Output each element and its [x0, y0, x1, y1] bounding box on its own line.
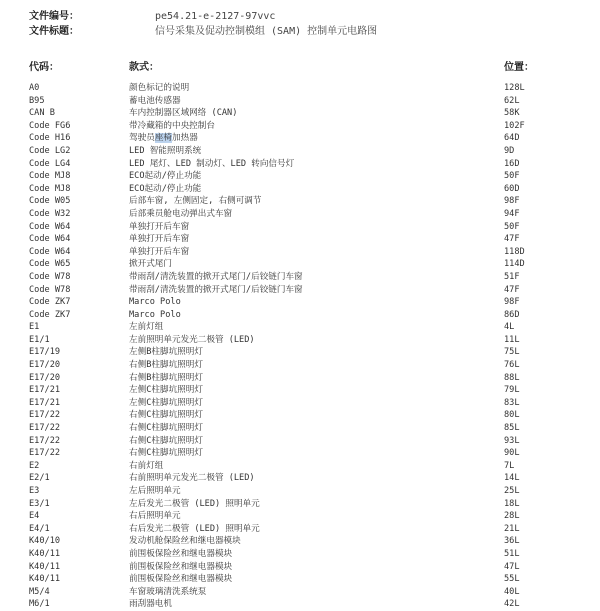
component-position: 47F [504, 284, 520, 295]
list-item [0, 422, 600, 435]
doc-title-line [29, 26, 377, 38]
component-code: E17/22 [29, 423, 61, 434]
component-position: 9D [504, 145, 515, 156]
component-position: 75L [504, 347, 520, 358]
component-code: A0 [29, 83, 40, 93]
list-item [0, 158, 600, 171]
component-position: 7L [504, 460, 515, 471]
component-description: 左后照明单元 [129, 486, 181, 496]
component-position: 80L [504, 410, 520, 421]
list-item [0, 460, 600, 473]
component-code: Code W78 [29, 271, 71, 282]
component-code: E17/20 [29, 372, 61, 383]
component-description: 右侧C柱脚坑照明灯 [129, 448, 203, 459]
list-item [0, 435, 600, 448]
list-item [0, 271, 600, 284]
list-item [0, 195, 600, 208]
component-position: 118D [504, 246, 525, 257]
component-code: CAN B [29, 108, 55, 119]
component-position: 58K [504, 108, 520, 119]
component-code: E17/22 [29, 448, 61, 459]
list-item [0, 372, 600, 385]
list-item [0, 321, 600, 334]
component-description: 驾驶员座椅加热器 [129, 133, 198, 144]
column-header-desc: 款式： [129, 62, 159, 73]
component-description: 单独打开后车窗 [129, 221, 190, 232]
component-description: 左侧C柱脚坑照明灯 [129, 385, 203, 396]
component-description: 带雨刮/清洗装置的掀开式尾门/后铰链门车窗 [129, 271, 303, 282]
doc-number-label: 文件编号： [29, 11, 79, 22]
component-code: Code FG6 [29, 120, 71, 131]
component-description: 右侧B柱脚坑照明灯 [129, 360, 203, 371]
column-header-position: 位置： [504, 62, 534, 73]
list-item [0, 561, 600, 574]
component-description: 车内控制器区域网络 (CAN) [129, 108, 238, 119]
component-position: 25L [504, 486, 520, 496]
component-code: B95 [29, 95, 45, 106]
component-code: E4 [29, 511, 40, 522]
list-item [0, 573, 600, 586]
component-description: 左后发光二极管 (LED) 照明单元 [129, 498, 260, 509]
component-description: 掀开式尾门 [129, 259, 172, 270]
component-description: 发动机舱保险丝和继电器模块 [129, 536, 241, 547]
component-description: Marco Polo [129, 297, 181, 308]
component-code: E17/21 [29, 385, 61, 396]
component-position: 90L [504, 448, 520, 459]
component-position: 88L [504, 372, 520, 383]
component-code: E1 [29, 322, 40, 333]
component-code: E17/21 [29, 397, 61, 408]
component-description: 右后照明单元 [129, 511, 181, 522]
list-item [0, 258, 600, 271]
component-code: E1/1 [29, 334, 50, 345]
component-code: K40/11 [29, 574, 61, 585]
component-position: 114D [504, 259, 525, 270]
component-description: 后部乘员舱电动弹出式车窗 [129, 208, 233, 219]
list-item [0, 523, 600, 536]
component-description: 左侧B柱脚坑照明灯 [129, 347, 203, 358]
component-code: E2/1 [29, 473, 50, 484]
component-code: E17/22 [29, 410, 61, 421]
component-description: 前围板保险丝和继电器模块 [129, 548, 233, 559]
list-item [0, 409, 600, 422]
component-description: 蓄电池传感器 [129, 95, 181, 106]
component-code: E4/1 [29, 523, 50, 534]
component-position: 42L [504, 599, 520, 610]
component-code: E17/19 [29, 347, 61, 358]
component-code: E3/1 [29, 498, 50, 509]
component-position: 86D [504, 309, 520, 320]
list-item [0, 183, 600, 196]
component-code: K40/11 [29, 561, 61, 572]
component-description: 颜色标记的说明 [129, 83, 190, 93]
list-item [0, 397, 600, 410]
list-item [0, 233, 600, 246]
list-item [0, 145, 600, 158]
component-position: 47F [504, 234, 520, 245]
component-position: 76L [504, 360, 520, 371]
list-item [0, 498, 600, 511]
component-code: Code MJ8 [29, 183, 71, 194]
component-description: 前围板保险丝和继电器模块 [129, 561, 233, 572]
doc-number-line [29, 11, 275, 23]
list-item [0, 120, 600, 133]
component-description: 单独打开后车窗 [129, 234, 190, 245]
component-description: 右侧C柱脚坑照明灯 [129, 435, 203, 446]
component-position: 64D [504, 133, 520, 144]
column-header-code: 代码： [29, 62, 59, 73]
component-code: K40/10 [29, 536, 61, 547]
component-position: 51F [504, 271, 520, 282]
component-code: Code LG4 [29, 158, 71, 169]
component-position: 47L [504, 561, 520, 572]
list-item [0, 384, 600, 397]
component-description: 左前照明单元发光二极管 (LED) [129, 334, 255, 345]
list-item [0, 535, 600, 548]
doc-title-label: 文件标题： [29, 26, 79, 37]
component-code: E17/22 [29, 435, 61, 446]
component-code: M5/4 [29, 586, 50, 597]
component-description: 右侧B柱脚坑照明灯 [129, 372, 203, 383]
component-code: Code W05 [29, 196, 71, 207]
list-item [0, 598, 600, 611]
component-position: 62L [504, 95, 520, 106]
list-item [0, 447, 600, 460]
component-description: 右后发光二极管 (LED) 照明单元 [129, 523, 260, 534]
component-position: 21L [504, 523, 520, 534]
component-description: 右侧C柱脚坑照明灯 [129, 423, 203, 434]
component-position: 40L [504, 586, 520, 597]
list-item [0, 334, 600, 347]
component-code: Code W64 [29, 246, 71, 257]
component-code: Code ZK7 [29, 309, 71, 320]
component-description: 前围板保险丝和继电器模块 [129, 574, 233, 585]
component-description: 单独打开后车窗 [129, 246, 190, 257]
list-item [0, 107, 600, 120]
component-position: 36L [504, 536, 520, 547]
list-item [0, 82, 600, 95]
component-description: 左侧C柱脚坑照明灯 [129, 397, 203, 408]
component-position: 14L [504, 473, 520, 484]
list-item [0, 170, 600, 183]
component-description: 带冷藏箱的中央控制台 [129, 120, 215, 131]
component-code: Code H16 [29, 133, 71, 144]
component-position: 98F [504, 297, 520, 308]
doc-title: 信号采集及促动控制模组 (SAM) 控制单元电路图 [155, 26, 378, 37]
doc-number: pe54.21-e-2127-97vvc [155, 11, 276, 22]
text-selection[interactable]: 座椅 [154, 133, 172, 144]
component-position: 16D [504, 158, 520, 169]
component-code: Code W64 [29, 221, 71, 232]
component-position: 11L [504, 334, 520, 345]
list-item [0, 346, 600, 359]
component-code: K40/11 [29, 548, 61, 559]
component-description: 右前灯组 [129, 460, 164, 471]
component-position: 28L [504, 511, 520, 522]
component-description: 左前灯组 [129, 322, 164, 333]
list-item [0, 95, 600, 108]
list-item [0, 485, 600, 498]
component-position: 128L [504, 83, 525, 93]
component-code: Code W78 [29, 284, 71, 295]
component-position: 102F [504, 120, 525, 131]
component-code: Code MJ8 [29, 171, 71, 182]
component-description: 后部车窗, 左侧固定, 右侧可调节 [129, 196, 262, 207]
component-position: 4L [504, 322, 515, 333]
list-item [0, 586, 600, 599]
component-code: E2 [29, 460, 40, 471]
list-item [0, 510, 600, 523]
component-code: Code ZK7 [29, 297, 71, 308]
component-position: 79L [504, 385, 520, 396]
component-code: E3 [29, 486, 40, 496]
component-position: 94F [504, 208, 520, 219]
list-item [0, 359, 600, 372]
list-item [0, 132, 600, 145]
list-item [0, 309, 600, 322]
component-description: 右侧C柱脚坑照明灯 [129, 410, 203, 421]
component-position: 83L [504, 397, 520, 408]
component-code: Code W32 [29, 208, 71, 219]
component-description: 带雨刮/清洗装置的掀开式尾门/后铰链门车窗 [129, 284, 303, 295]
list-item [0, 284, 600, 297]
component-position: 51L [504, 548, 520, 559]
list-item [0, 548, 600, 561]
component-description: ECO起动/停止功能 [129, 171, 202, 182]
component-position: 18L [504, 498, 520, 509]
component-description: 车窗玻璃清洗系统泵 [129, 586, 207, 597]
component-position: 50F [504, 221, 520, 232]
list-item [0, 221, 600, 234]
component-position: 85L [504, 423, 520, 434]
component-code: Code W64 [29, 234, 71, 245]
component-position: 98F [504, 196, 520, 207]
component-position: 93L [504, 435, 520, 446]
component-description: LED 智能照明系统 [129, 145, 202, 156]
component-code: M6/1 [29, 599, 50, 610]
list-item [0, 246, 600, 259]
component-description: 右前照明单元发光二极管 (LED) [129, 473, 255, 484]
component-list [0, 82, 600, 611]
component-position: 50F [504, 171, 520, 182]
component-description: Marco Polo [129, 309, 181, 320]
list-item [0, 208, 600, 221]
component-description: 雨刮器电机 [129, 599, 172, 610]
list-item [0, 472, 600, 485]
list-item [0, 296, 600, 309]
component-position: 55L [504, 574, 520, 585]
component-code: E17/20 [29, 360, 61, 371]
component-description: ECO起动/停止功能 [129, 183, 202, 194]
component-description: LED 尾灯、LED 制动灯、LED 转向信号灯 [129, 158, 295, 169]
component-code: Code W65 [29, 259, 71, 270]
component-code: Code LG2 [29, 145, 71, 156]
component-position: 60D [504, 183, 520, 194]
